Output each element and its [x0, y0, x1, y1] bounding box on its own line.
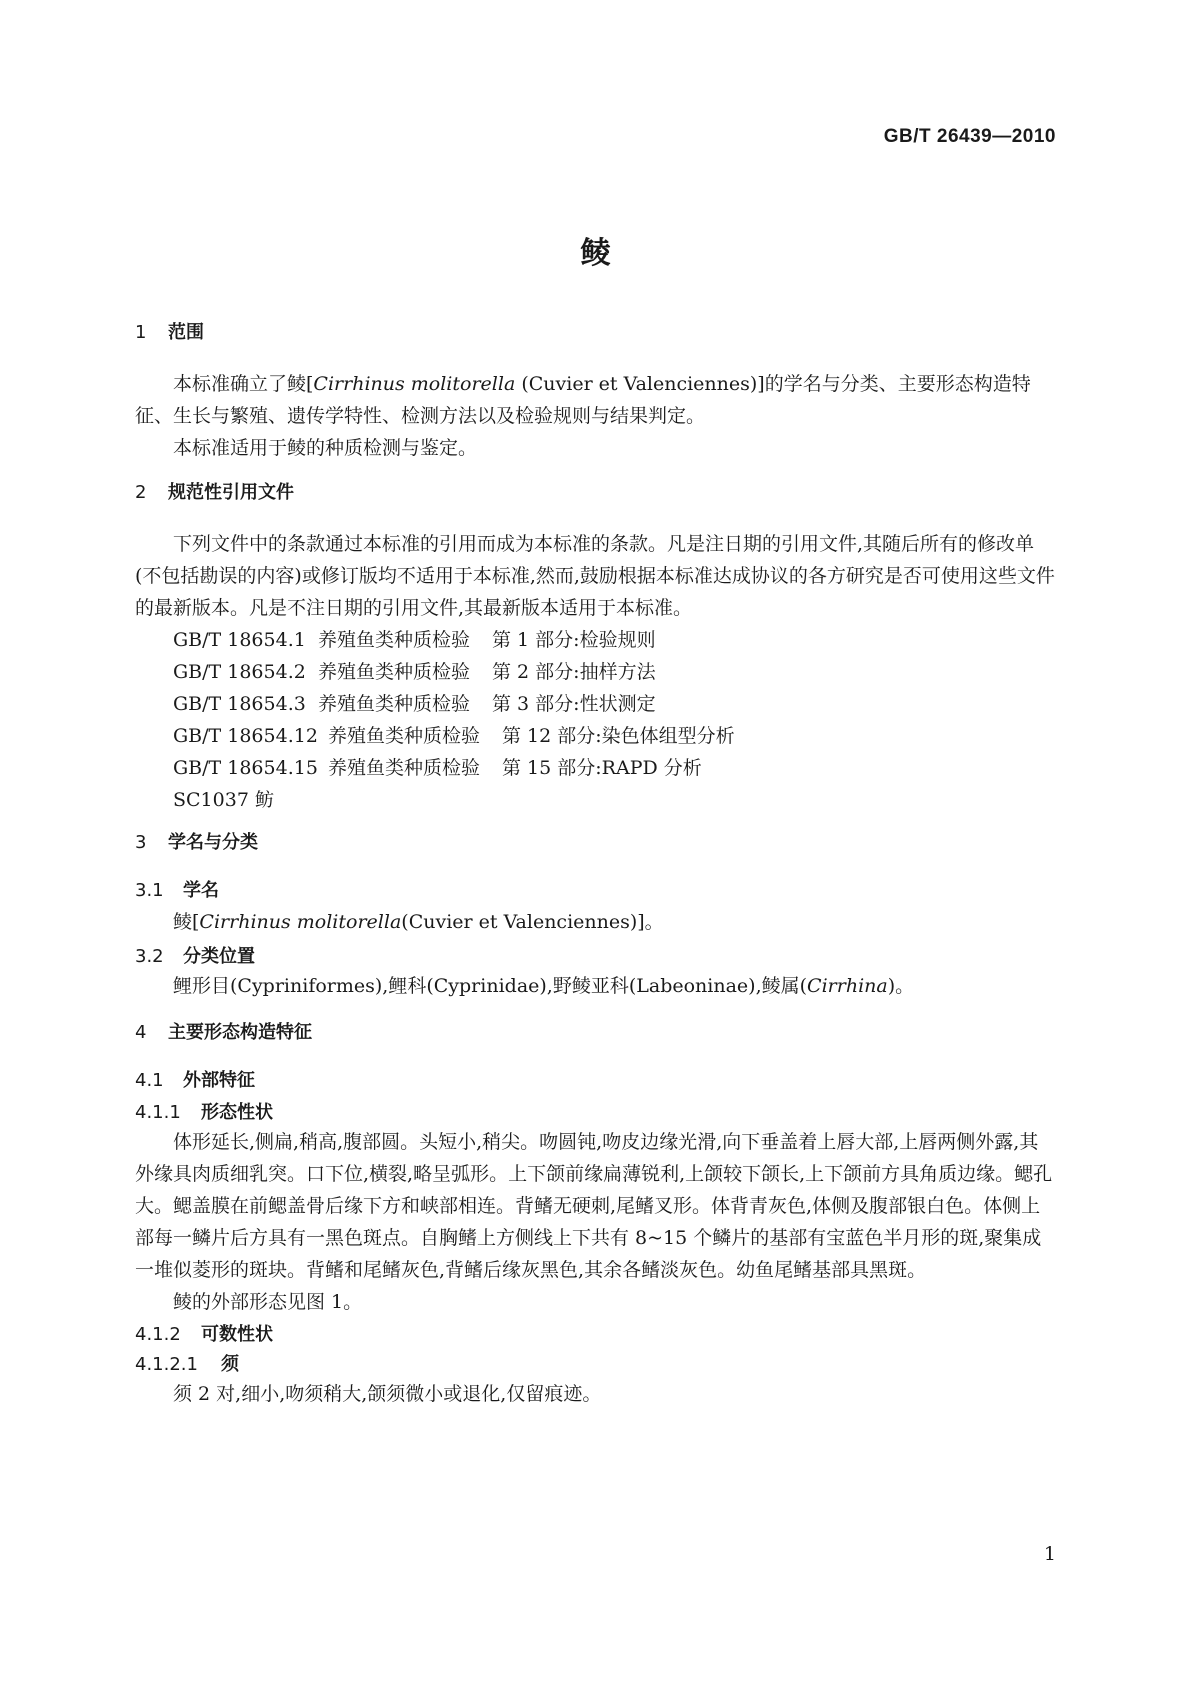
section-1-paragraph-2: 本标准适用于鲮的种质检测与鉴定。	[173, 437, 478, 459]
section-3-1-heading: 3.1 学名	[135, 880, 219, 901]
document-title: 鲮	[580, 236, 611, 271]
section-4-1-2-heading: 4.1.2 可数性状	[135, 1324, 273, 1345]
section-4-1-heading: 4.1 外部特征	[135, 1070, 255, 1091]
scientific-name-paragraph: 鲮[Cirrhinus molitorella(Cuvier et Valenciennes)]。	[173, 911, 664, 933]
scientific-name: Cirrhinus molitorella	[199, 911, 402, 933]
document-body	[135, 318, 1056, 1410]
page-number: 1	[1043, 1543, 1056, 1565]
reference-item: GB/T 18654.1 养殖鱼类种质检验 第 1 部分:检验规则	[173, 629, 656, 651]
morphology-paragraph: 体形延长,侧扁,稍高,腹部圆。头短小,稍尖。吻圆钝,吻皮边缘光滑,向下垂盖着上唇大部,上唇两侧外露,其外缘具肉质细乳突。口下位,横裂,略呈弧形。上下颌前缘扁薄锐利,上颌较下颌长,上下颌前方具角质边缘。鳃孔大。鳃盖膜在前鳃盖骨后缘下方和峡部相连。背鳍无硬刺,尾鳍叉形。体背青灰色,体侧及腹部银白色。体侧上部每一鳞片后方具有一黑色斑点。自胸鳍上方侧线上下共有 8~15 个鳞片的基部有宝蓝色半月形的斑,聚集成一堆似菱形的斑块。背鳍和尾鳍灰色,背鳍后缘灰黑色,其余各鳍淡灰色。幼鱼尾鳍基部具黑斑。	[135, 1131, 1053, 1281]
section-4-1-2-1-heading: 4.1.2.1 须	[135, 1354, 239, 1375]
section-1-heading: 1 范围	[135, 322, 204, 343]
section-2-paragraph: 下列文件中的条款通过本标准的引用而成为本标准的条款。凡是注日期的引用文件,其随后所有的修改单(不包括勘误的内容)或修订版均不适用于本标准,然而,鼓励根据本标准达成协议的各方研究是否可使用这些文件的最新版本。凡是不注日期的引用文件,其最新版本适用于本标准。	[135, 533, 1055, 619]
reference-item: GB/T 18654.3 养殖鱼类种质检验 第 3 部分:性状测定	[173, 693, 656, 715]
section-4-1-1-heading: 4.1.1 形态性状	[135, 1102, 273, 1123]
section-2-heading: 2 规范性引用文件	[135, 482, 294, 503]
section-3-2-heading: 3.2 分类位置	[135, 946, 255, 967]
section-3-heading: 3 学名与分类	[135, 832, 258, 853]
section-4-heading: 4 主要形态构造特征	[135, 1022, 312, 1043]
reference-item: SC1037 鲂	[173, 789, 275, 811]
figure-reference: 鲮的外部形态见图 1。	[173, 1291, 363, 1313]
genus-name: Cirrhina	[807, 975, 888, 997]
reference-item: GB/T 18654.12 养殖鱼类种质检验 第 12 部分:染色体组型分析	[173, 725, 735, 747]
barbels-paragraph: 须 2 对,细小,吻须稍大,颌须微小或退化,仅留痕迹。	[173, 1383, 602, 1405]
classification-paragraph: 鲤形目(Cypriniformes),鲤科(Cyprinidae),野鲮亚科(Labeoninae),鲮属(Cirrhina)。	[173, 975, 915, 997]
reference-item: GB/T 18654.2 养殖鱼类种质检验 第 2 部分:抽样方法	[173, 661, 656, 683]
reference-list	[135, 624, 1056, 816]
standard-code: GB/T 26439—2010	[883, 126, 1056, 147]
reference-item: GB/T 18654.15 养殖鱼类种质检验 第 15 部分:RAPD 分析	[173, 757, 702, 779]
section-1-paragraph-1: 本标准确立了鲮[Cirrhinus molitorella (Cuvier et Valenciennes)]的学名与分类、主要形态构造特征、生长与繁殖、遗传学特性、检测方法以及检验规则与结果判定。	[135, 373, 1031, 427]
scientific-name: Cirrhinus molitorella	[313, 373, 516, 395]
